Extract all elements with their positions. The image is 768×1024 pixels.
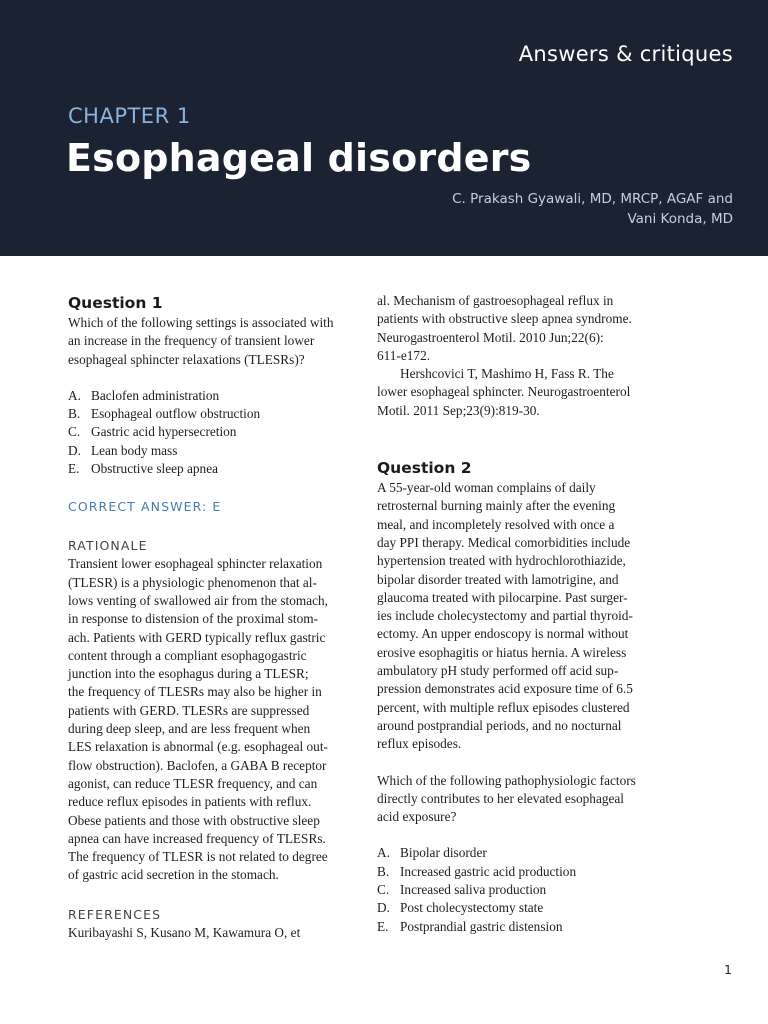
reference-text: lower esophageal sphincter. Neurogastroenterol (377, 384, 631, 400)
question-2-prompt (377, 772, 657, 827)
author-line: C. Prakash Gyawali, MD, MRCP, AGAF and (452, 191, 733, 207)
reference-text: Motil. 2011 Sep;23(9):819-30. (377, 402, 540, 418)
option-text: Bipolar disorder (400, 845, 487, 861)
text-line: ach. Patients with GERD typically reflux gastric (68, 629, 326, 645)
question-1-stem (68, 314, 348, 369)
option-item (68, 405, 348, 423)
text-line: lows venting of swallowed air from the stomach, (68, 592, 328, 608)
text-line: reflux episodes. (377, 736, 462, 752)
text-line: retrosternal burning mainly after the evening (377, 498, 616, 514)
text-line: in response to distension of the proximal stom- (68, 611, 319, 627)
text-line: esophageal sphincter relaxations (TLESRs)? (68, 351, 305, 367)
chapter-number: CHAPTER 1 (68, 104, 191, 128)
text-line: Transient lower esophageal sphincter relaxation (68, 556, 323, 572)
option-text: Lean body mass (91, 442, 178, 458)
references-continued (377, 292, 657, 420)
page-number: 1 (724, 962, 732, 977)
option-letter: B. (377, 863, 390, 879)
option-letter: E. (68, 461, 80, 477)
text-line: percent, with multiple reflux episodes clustered (377, 699, 630, 715)
text-line: LES relaxation is abnormal (e.g. esophageal out- (68, 739, 328, 755)
reference-text: Hershcovici T, Mashimo H, Fass R. The (400, 366, 614, 382)
text-line: reduce reflux episodes in patients with reflux. (68, 794, 312, 810)
text-line: A 55-year-old woman complains of daily (377, 480, 596, 496)
question-2-stem (377, 479, 657, 753)
option-letter: A. (377, 845, 390, 861)
text-line: meal, and incompletely resolved with once a (377, 516, 615, 532)
references-heading: REFERENCES (68, 906, 162, 922)
option-item (377, 881, 657, 899)
text-line: ambulatory pH study performed off acid sup- (377, 663, 619, 679)
option-item (68, 387, 348, 405)
text-line: glaucoma treated with pilocarpine. Past surger- (377, 589, 628, 605)
option-text: Increased saliva production (400, 882, 547, 898)
option-letter: D. (68, 442, 81, 458)
text-line: flow obstruction). Baclofen, a GABA B receptor (68, 757, 327, 773)
option-text: Post cholecystectomy state (400, 900, 544, 916)
text-line: Which of the following settings is associated with (68, 315, 334, 330)
text-line: acid exposure? (377, 809, 457, 825)
text-line: The frequency of TLESR is not related to degree (68, 849, 328, 865)
rationale-text (68, 555, 348, 884)
option-text: Obstructive sleep apnea (91, 461, 219, 477)
text-line: during deep sleep, and are less frequent when (68, 721, 311, 737)
correct-answer: CORRECT ANSWER: E (68, 499, 222, 515)
option-letter: E. (377, 918, 389, 934)
text-line: junction into the esophagus during a TLESR; (68, 666, 309, 682)
option-item (68, 423, 348, 441)
option-item (377, 918, 657, 936)
text-line: ectomy. An upper endoscopy is normal without (377, 626, 629, 642)
question-1-heading: Question 1 (68, 294, 163, 312)
reference-text: patients with obstructive sleep apnea syndrome. (377, 311, 632, 327)
text-line: Which of the following pathophysiologic factors (377, 772, 636, 788)
text-line: (TLESR) is a physiologic phenomenon that al- (68, 574, 317, 590)
reference-text: Neurogastroenterol Motil. 2010 Jun;22(6): (377, 329, 604, 345)
reference-text: Kuribayashi S, Kusano M, Kawamura O, et (68, 924, 301, 940)
option-item (68, 460, 348, 478)
text-line: around postprandial periods, and no nocturnal (377, 717, 622, 733)
text-line: Obese patients and those with obstructive sleep (68, 812, 320, 828)
text-line: content through a compliant esophagogastric (68, 647, 307, 663)
question-1-options (68, 387, 348, 478)
rationale-heading: RATIONALE (68, 538, 148, 554)
right-column (377, 292, 657, 936)
option-letter: C. (68, 424, 81, 440)
text-line: ies include cholecystectomy and partial thyroid- (377, 608, 633, 624)
text-line: directly contributes to her elevated esophageal (377, 790, 624, 806)
option-text: Increased gastric acid production (400, 863, 577, 879)
text-line: erosive esophagitis or hiatus hernia. A wireless (377, 644, 627, 660)
option-item (377, 863, 657, 881)
text-line: agonist, can reduce TLESR frequency, and can (68, 775, 318, 791)
text-line: pression demonstrates acid exposure time of 6.5 (377, 681, 633, 697)
option-item (377, 844, 657, 862)
option-text: Baclofen administration (91, 387, 220, 403)
text-line: day PPI therapy. Medical comorbidities include (377, 534, 631, 550)
author-line: Vani Konda, MD (627, 211, 733, 227)
section-label: Answers & critiques (518, 42, 733, 66)
option-letter: B. (68, 406, 81, 422)
question-2-options (377, 844, 657, 935)
option-item (68, 442, 348, 460)
text-line: apnea can have increased frequency of TLESRs. (68, 830, 326, 846)
option-text: Esophageal outflow obstruction (91, 406, 261, 422)
text-line: of gastric acid secretion in the stomach. (68, 867, 279, 883)
text-line: bipolar disorder treated with lamotrigine, and (377, 571, 619, 587)
chapter-title: Esophageal disorders (66, 136, 532, 180)
option-letter: C. (377, 882, 390, 898)
chapter-header (0, 0, 768, 256)
option-letter: D. (377, 900, 390, 916)
question-2-heading: Question 2 (377, 459, 472, 478)
reference-text: al. Mechanism of gastroesophageal reflux in (377, 293, 614, 308)
option-text: Gastric acid hypersecretion (91, 424, 237, 440)
text-line: hypertension treated with hydrochlorothiazide, (377, 553, 626, 569)
option-item (377, 899, 657, 917)
text-line: patients with GERD. TLESRs are suppressed (68, 702, 310, 718)
text-line: the frequency of TLESRs may also be higher in (68, 684, 322, 700)
text-line: an increase in the frequency of transient lower (68, 333, 315, 349)
option-text: Postprandial gastric distension (400, 918, 563, 934)
reference-text: 611-e172. (377, 347, 431, 363)
authors (373, 189, 733, 229)
left-column (68, 292, 348, 942)
option-letter: A. (68, 387, 81, 403)
